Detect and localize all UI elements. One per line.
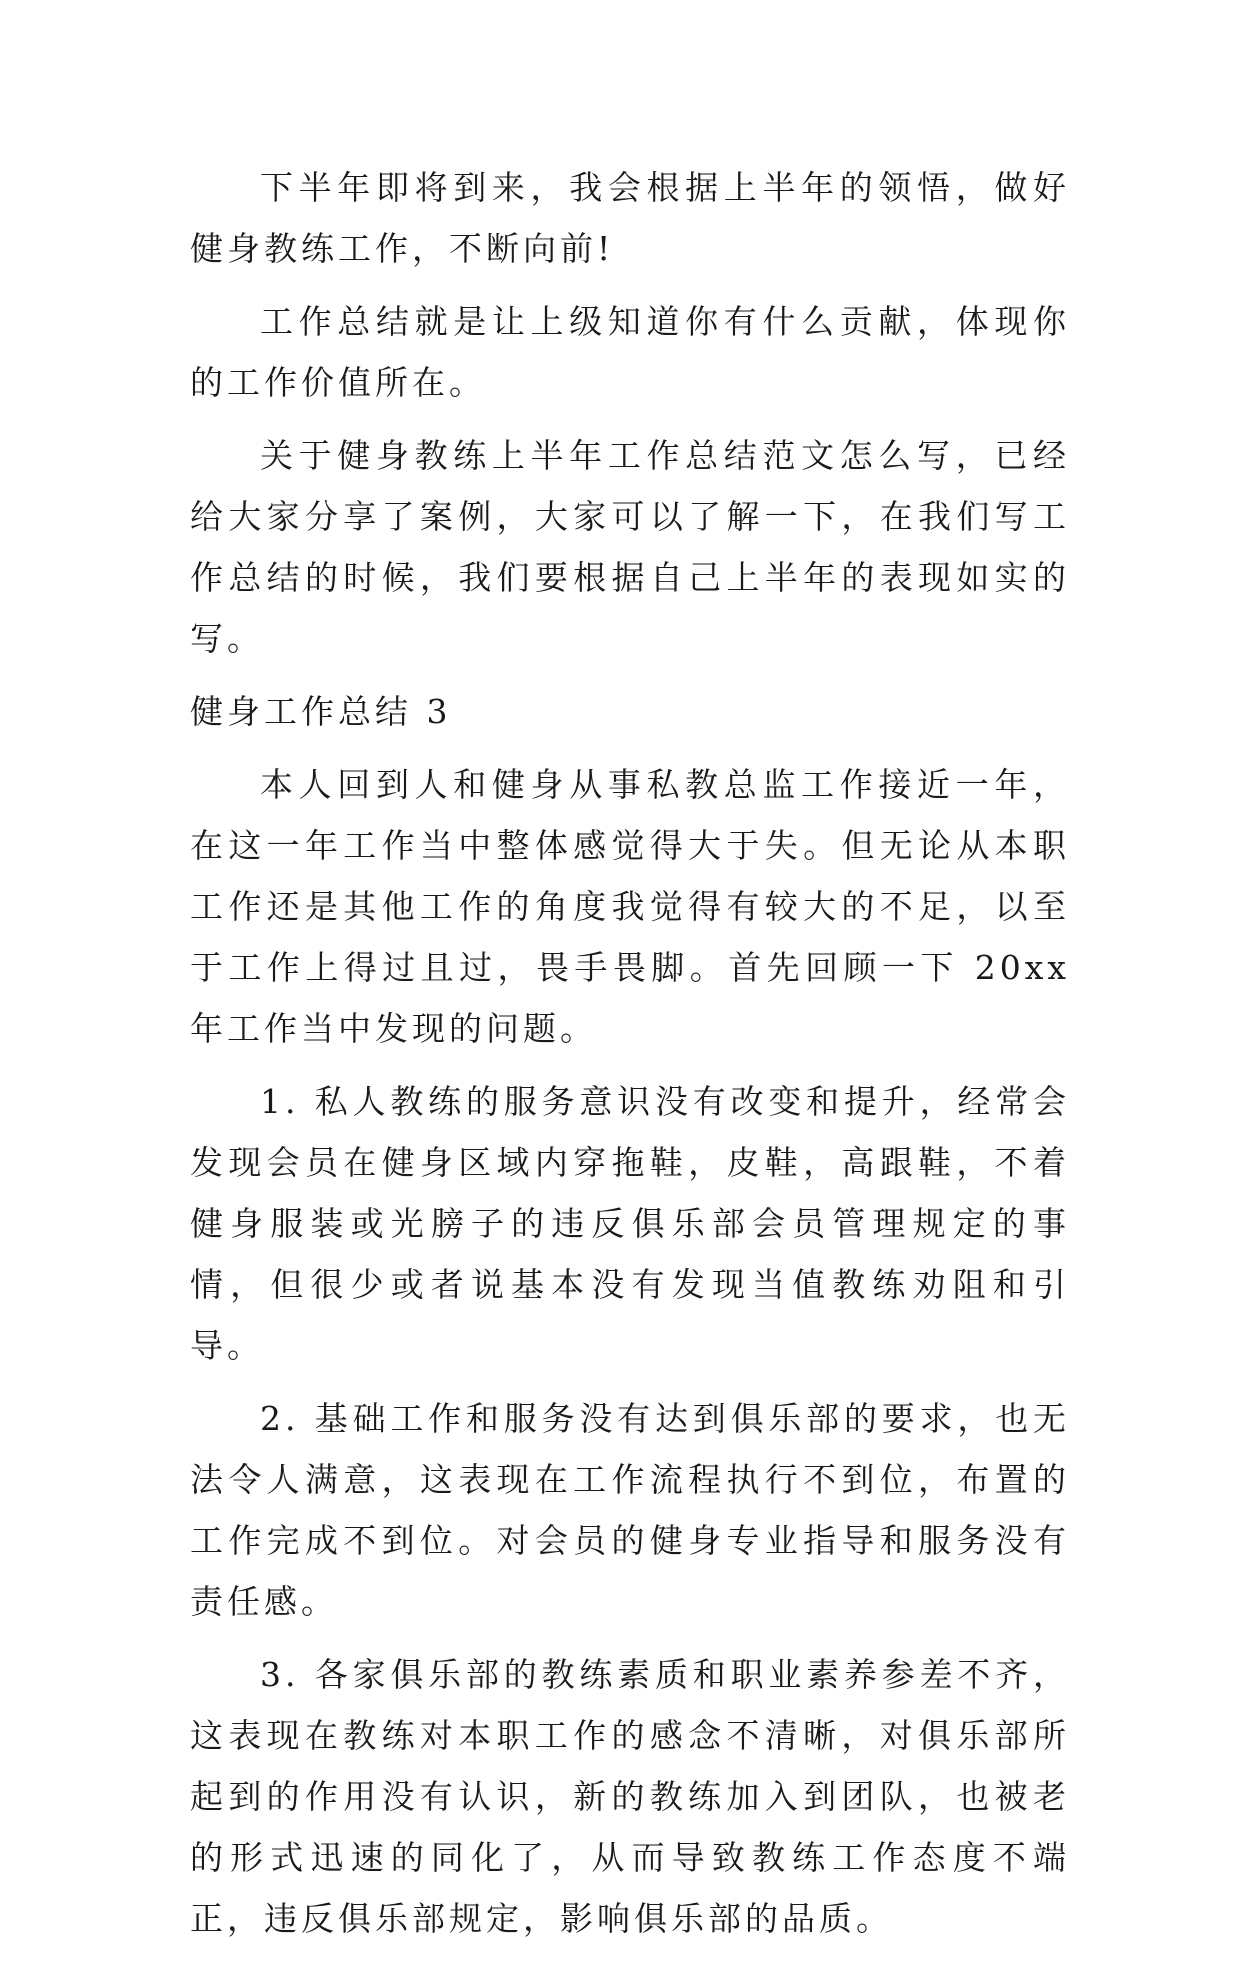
paragraph-section-1: 本人回到人和健身从事私教总监工作接近一年，在这一年工作当中整体感觉得大于失。但无论从本职工作还是其他工作的角度我觉得有较大的不足，以至于工作上得过且过，畏手畏脚。首先回顾一下 20xx 年工作当中发现的问题。: [190, 765, 1070, 1048]
paragraph-intro-1: 下半年即将到来，我会根据上半年的领悟，做好健身教练工作，不断向前!: [190, 168, 1070, 268]
paragraph-section-2: 1. 私人教练的服务意识没有改变和提升，经常会发现会员在健身区域内穿拖鞋，皮鞋，高跟鞋，不着健身服装或光膀子的违反俱乐部会员管理规定的事情，但很少或者说基本没有发现当值教练劝阻和引导。: [190, 1082, 1070, 1365]
paragraph-section-3: 2. 基础工作和服务没有达到俱乐部的要求，也无法令人满意，这表现在工作流程执行不到位，布置的工作完成不到位。对会员的健身专业指导和服务没有责任感。: [190, 1399, 1070, 1621]
paragraph-section-4: 3. 各家俱乐部的教练素质和职业素养参差不齐，这表现在教练对本职工作的感念不清晰，对俱乐部所起到的作用没有认识，新的教练加入到团队，也被老的形式迅速的同化了，从而导致教练工作态度不端正，违反俱乐部规定，影响俱乐部的品质。: [190, 1655, 1070, 1938]
paragraph-intro-2: 工作总结就是让上级知道你有什么贡献，体现你的工作价值所在。: [190, 302, 1070, 402]
paragraph-intro-3: 关于健身教练上半年工作总结范文怎么写，已经给大家分享了案例，大家可以了解一下，在我们写工作总结的时候，我们要根据自己上半年的表现如实的写。: [190, 436, 1070, 658]
document-body: [190, 157, 1070, 1961]
section-title: 健身工作总结 3: [190, 692, 452, 731]
